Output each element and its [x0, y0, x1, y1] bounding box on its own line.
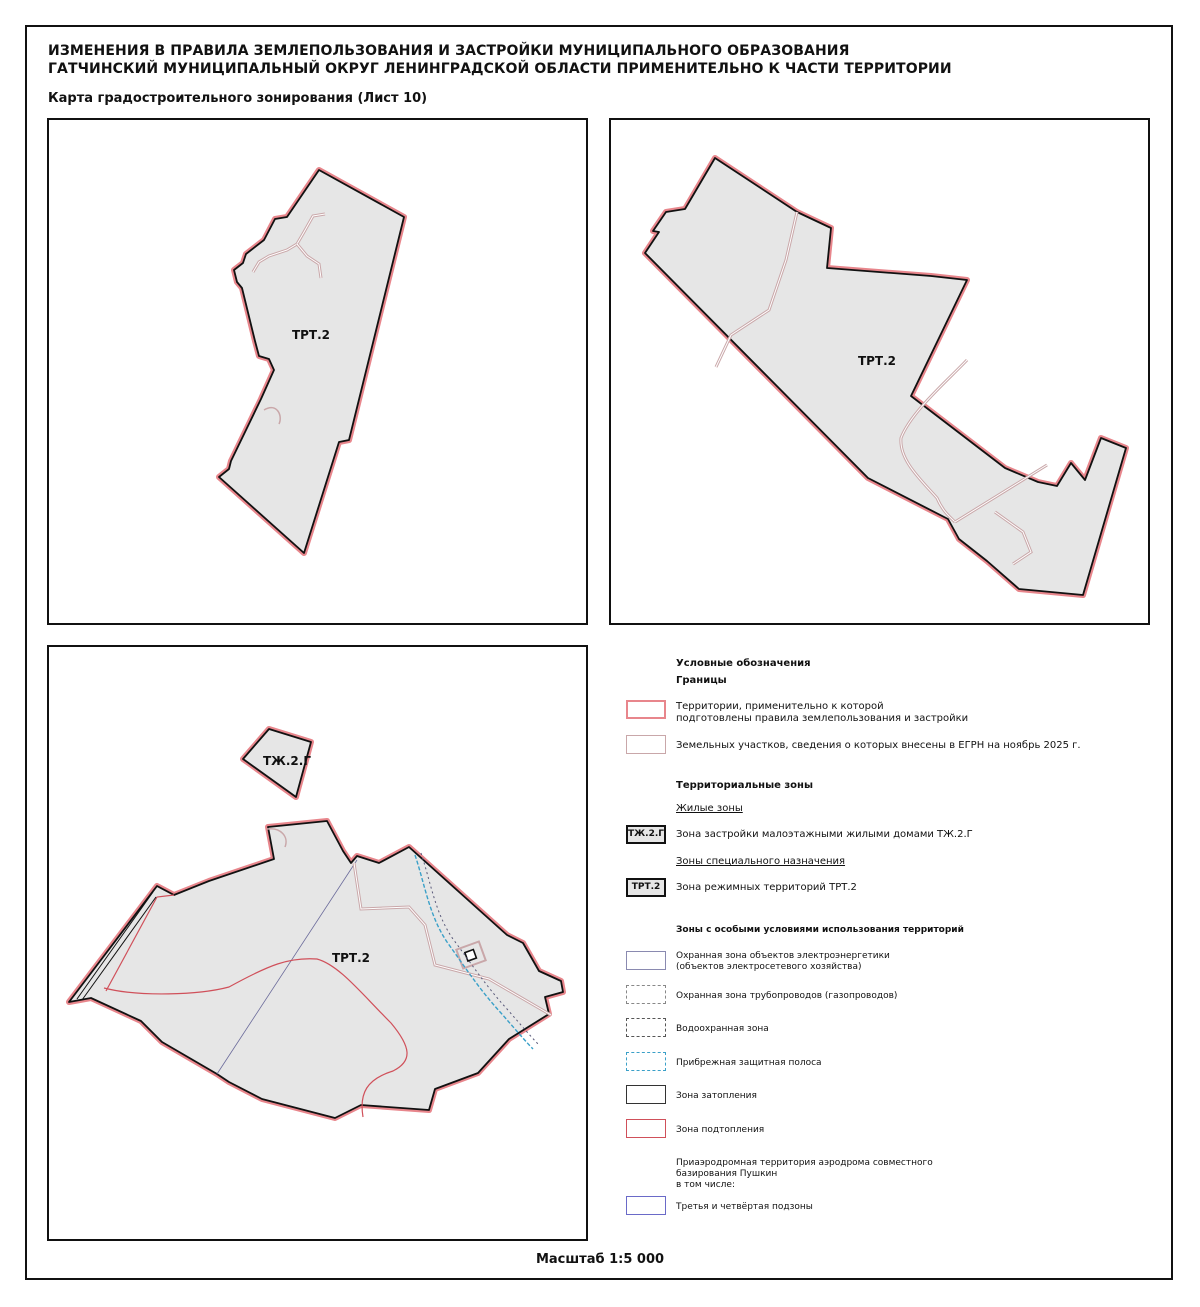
map-panel-2[interactable]	[609, 118, 1150, 625]
title-line-2: ГАТЧИНСКИЙ МУНИЦИПАЛЬНЫЙ ОКРУГ ЛЕНИНГРАДСКОЙ ОБЛАСТИ ПРИМЕНИТЕЛЬНО К ЧАСТИ ТЕРРИТОРИИ	[48, 61, 952, 77]
legend-underflooding-text: Зона подтопления	[676, 1125, 765, 1135]
map-1-drawing	[49, 120, 586, 623]
legend-gas-text: Охранная зона трубопроводов (газопроводов)	[676, 991, 898, 1001]
special-zone-swatch: ТРТ.2	[626, 878, 666, 897]
title-line-1: ИЗМЕНЕНИЯ В ПРАВИЛА ЗЕМЛЕПОЛЬЗОВАНИЯ И ЗАСТРОЙКИ МУНИЦИПАЛЬНОГО ОБРАЗОВАНИЯ	[48, 43, 850, 59]
legend-aero-line3: в том числе:	[676, 1180, 736, 1190]
map-2-drawing	[611, 120, 1148, 623]
legend-flooding-text: Зона затопления	[676, 1091, 757, 1101]
map-scale: Масштаб 1:5 000	[535, 1252, 665, 1267]
legend-heading: Условные обозначения	[676, 658, 811, 669]
legend-territory-line1: Территории, применительно к которой	[676, 701, 884, 712]
legend-conditions-heading: Зоны с особыми условиями использования территорий	[676, 925, 964, 935]
zone-trt2-area	[219, 170, 404, 553]
map-3-drawing	[49, 647, 586, 1239]
legend-aero-line2: базирования Пушкин	[676, 1169, 778, 1179]
subzones-swatch	[626, 1196, 666, 1215]
zone-label-trt2: ТРТ.2	[291, 328, 331, 342]
map-panel-1[interactable]	[47, 118, 588, 625]
flooding-swatch	[626, 1085, 666, 1104]
underflooding-swatch	[626, 1119, 666, 1138]
legend-territory-line2: подготовлены правила землепользования и застройки	[676, 713, 969, 724]
parcel-boundary-swatch	[626, 735, 666, 754]
zone-label-tzh2g: ТЖ.2.Г	[263, 754, 311, 768]
map-panel-3[interactable]	[47, 645, 588, 1241]
map-subtitle: Карта градостроительного зонирования (Лист 10)	[48, 91, 428, 106]
legend-subzones-text: Третья и четвёртая подзоны	[676, 1202, 813, 1212]
zone-label-trt2: ТРТ.2	[857, 354, 897, 368]
territory-boundary-swatch	[626, 700, 666, 719]
residential-zone-swatch: ТЖ.2.Г	[626, 825, 666, 844]
zone-trt2-area	[69, 821, 563, 1118]
coastal-swatch	[626, 1052, 666, 1071]
legend-water-protection-text: Водоохранная зона	[676, 1024, 769, 1034]
water-protection-swatch	[626, 1018, 666, 1037]
legend-residential-desc: Зона застройки малоэтажными жилыми домами ТЖ.2.Г	[676, 829, 973, 840]
zone-trt2-area	[645, 158, 1126, 595]
gas-zone-swatch	[626, 985, 666, 1004]
legend-boundaries-heading: Границы	[676, 675, 727, 686]
building	[465, 950, 477, 962]
legend-power-line1: Охранная зона объектов электроэнергетики	[676, 951, 890, 961]
legend-special-heading: Зоны специального назначения	[676, 856, 846, 867]
legend-zones-heading: Территориальные зоны	[676, 780, 814, 791]
legend-aero-line1: Приаэродромная территория аэродрома совместного	[676, 1158, 933, 1168]
legend-power-line2: (объектов электросетевого хозяйства)	[676, 962, 862, 972]
legend-parcels-text: Земельных участков, сведения о которых внесены в ЕГРН на ноябрь 2025 г.	[676, 740, 1081, 751]
legend-residential-heading: Жилые зоны	[676, 803, 743, 814]
power-zone-swatch	[626, 951, 666, 970]
legend-coastal-text: Прибрежная защитная полоса	[676, 1058, 822, 1068]
zone-label-trt2: ТРТ.2	[331, 951, 371, 965]
legend-special-desc: Зона режимных территорий ТРТ.2	[676, 882, 857, 893]
